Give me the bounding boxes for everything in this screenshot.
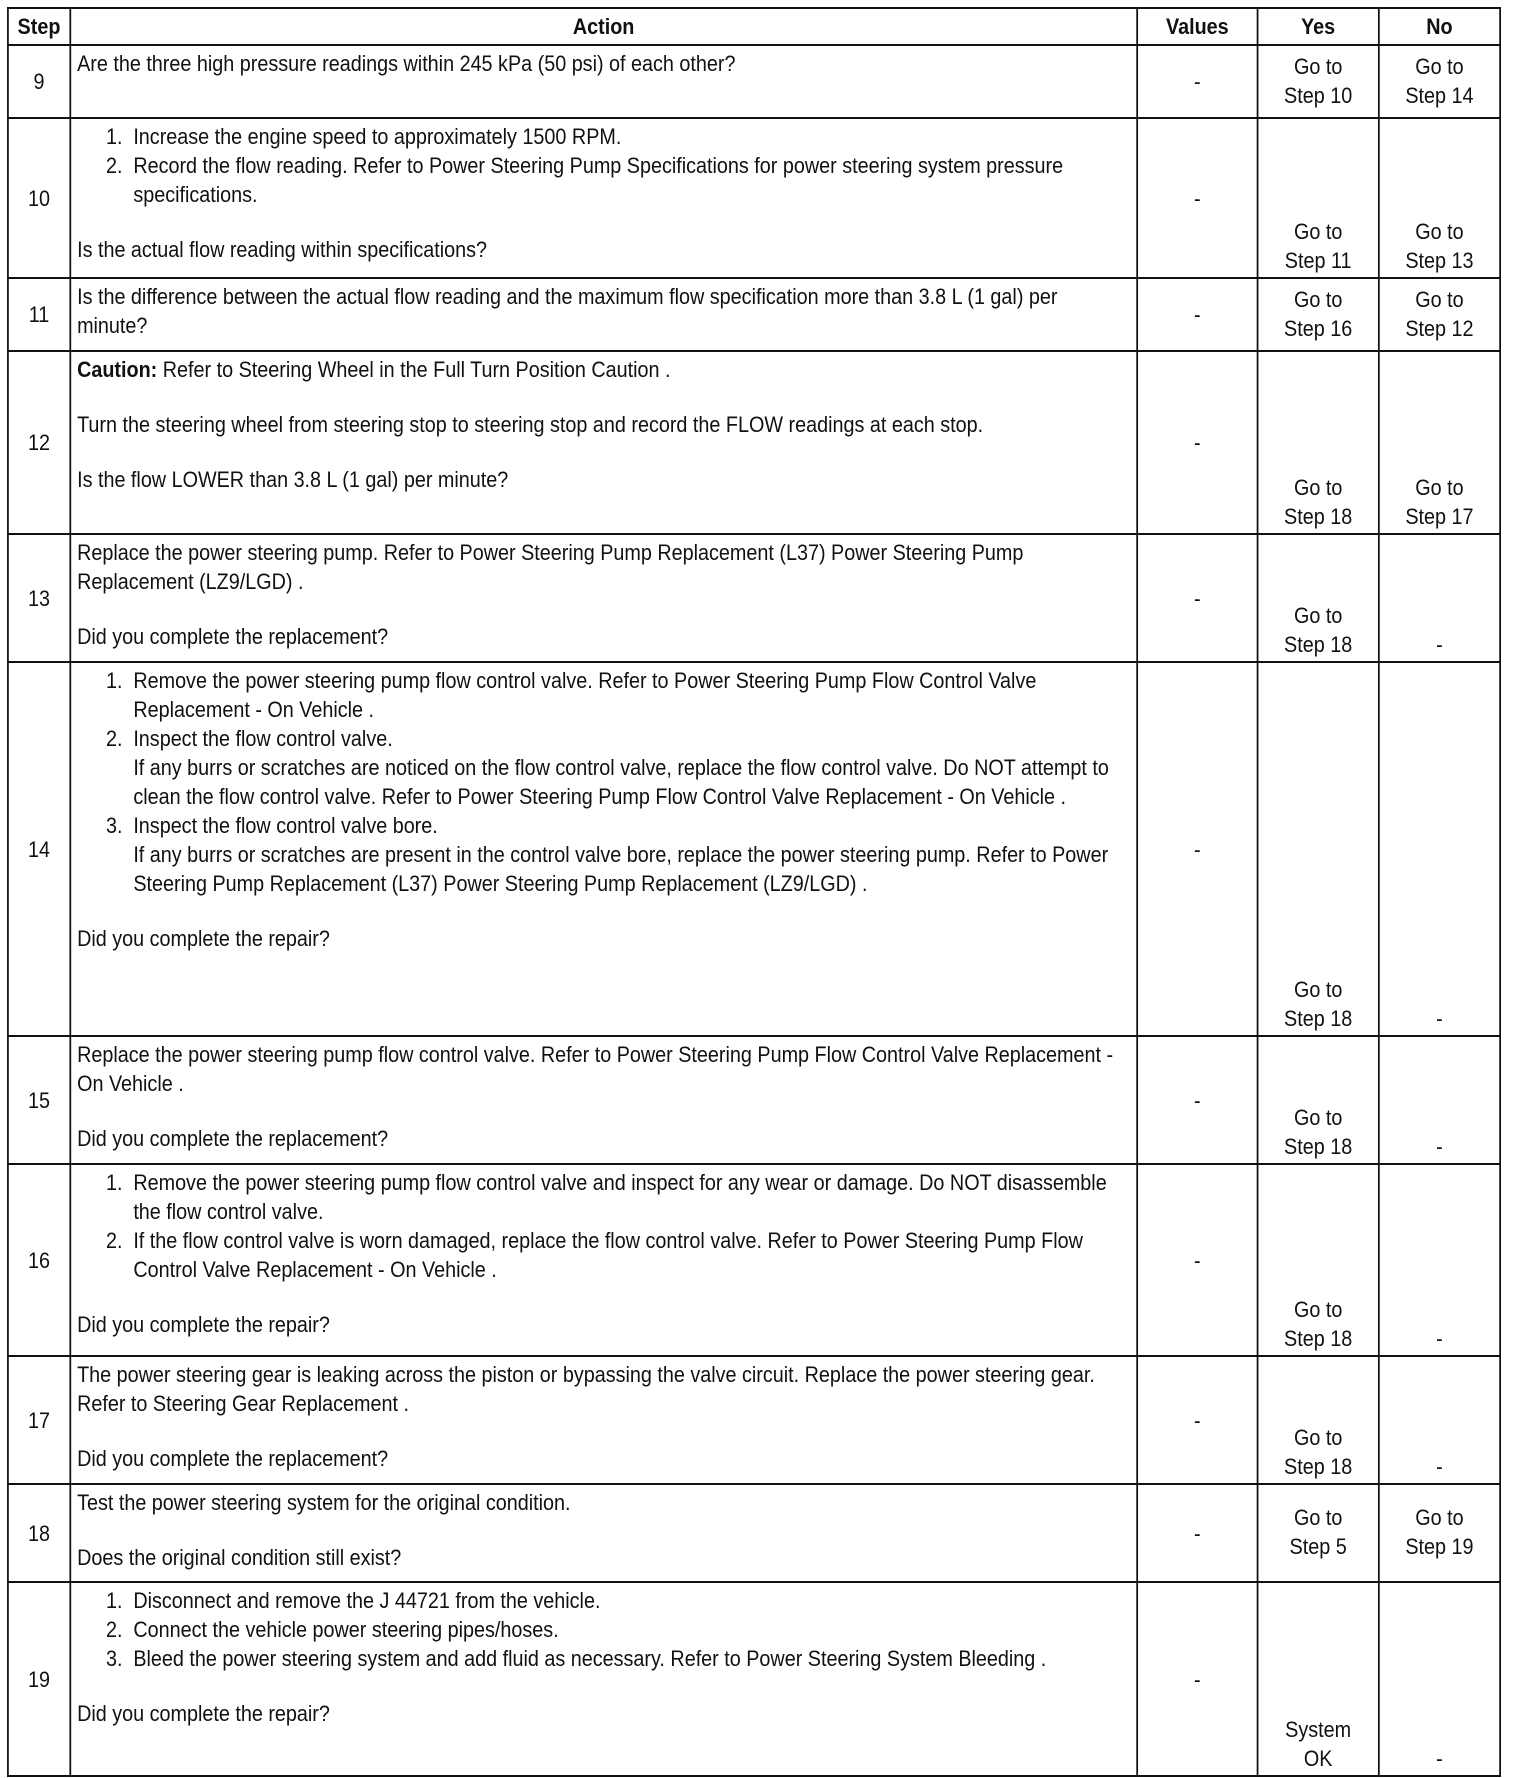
question-text: Did you complete the replacement? — [77, 1446, 389, 1471]
values-cell: - — [1137, 1582, 1257, 1776]
action-cell — [70, 1164, 1137, 1356]
table-row-step-19 — [8, 1582, 1500, 1776]
no-step: Step 14 — [1405, 82, 1474, 108]
values-cell: - — [1137, 118, 1257, 278]
yes-header: Yes — [1257, 8, 1378, 45]
yes-step: Step 5 — [1289, 1534, 1347, 1559]
no-header: No — [1379, 8, 1500, 45]
list-item: 3. Bleed the power steering system and add fluid as necessary. Refer to Power Steering System Bleeding . — [128, 1644, 1131, 1673]
step-number: 11 — [8, 278, 70, 351]
no-cell — [1379, 662, 1500, 1036]
caution-note — [77, 355, 1131, 384]
no-cell — [1379, 278, 1500, 351]
step-number: 17 — [8, 1356, 70, 1484]
yes-line: Go to — [1293, 1505, 1343, 1530]
values-cell: - — [1137, 1356, 1257, 1484]
yes-step: OK — [1303, 1746, 1333, 1771]
action-cell — [70, 118, 1137, 278]
header-row — [8, 8, 1500, 45]
no-cell — [1379, 534, 1500, 662]
no-step: Step 17 — [1405, 504, 1474, 529]
no-cell — [1379, 1484, 1500, 1582]
values-cell: - — [1137, 351, 1257, 534]
action-list — [77, 666, 1131, 898]
values-cell: - — [1137, 1484, 1257, 1582]
list-item: 1. Disconnect and remove the J 44721 from the vehicle. — [128, 1586, 1131, 1615]
action-text: Replace the power steering pump flow control valve. Refer to Power Steering Pump Flow Control Valve Replacement - On Vehicle . — [77, 1042, 1114, 1096]
action-cell — [70, 278, 1137, 351]
table-row-step-18 — [8, 1484, 1500, 1582]
no-value: - — [1436, 1326, 1443, 1351]
yes-line: Go to — [1293, 286, 1343, 312]
action-list — [77, 122, 1131, 209]
question-text: Is the flow LOWER than 3.8 L (1 gal) per minute? — [77, 467, 509, 492]
list-item — [128, 666, 1131, 724]
table-row-step-14 — [8, 662, 1500, 1036]
action-cell — [70, 1356, 1137, 1484]
values-cell: - — [1137, 1164, 1257, 1356]
yes-step: Step 11 — [1284, 248, 1352, 273]
yes-step: Step 18 — [1284, 1134, 1353, 1159]
table-row-step-15 — [8, 1036, 1500, 1164]
caution-text: Refer to Steering Wheel in the Full Turn Position Caution . — [157, 357, 671, 382]
list-item: 2. Connect the vehicle power steering pipes/hoses. — [128, 1615, 1131, 1644]
action-list — [77, 1168, 1131, 1284]
yes-line: Go to — [1293, 1297, 1343, 1322]
yes-line: Go to — [1293, 219, 1343, 244]
table-row-step-9 — [8, 45, 1500, 118]
step-number: 16 — [8, 1164, 70, 1356]
no-line: Go to — [1415, 475, 1464, 500]
step-number: 19 — [8, 1582, 70, 1776]
no-line: Go to — [1415, 53, 1464, 79]
action-text: Is the difference between the actual flow reading and the maximum flow specification more than 3.8 L (1 gal) per minute? — [77, 284, 1058, 338]
no-value: - — [1436, 1006, 1443, 1031]
yes-cell — [1257, 278, 1378, 351]
yes-line: Go to — [1293, 1105, 1343, 1130]
step-number: 18 — [8, 1484, 70, 1582]
yes-cell — [1257, 1164, 1378, 1356]
yes-cell — [1257, 118, 1378, 278]
step-number: 9 — [8, 45, 70, 118]
no-cell — [1379, 118, 1500, 278]
yes-line: Go to — [1293, 475, 1343, 500]
yes-step: Step 18 — [1284, 1454, 1353, 1479]
action-cell — [70, 662, 1137, 1036]
yes-step: Step 18 — [1284, 632, 1353, 657]
action-cell — [70, 534, 1137, 662]
no-cell — [1379, 1164, 1500, 1356]
list-item — [128, 724, 1131, 811]
no-value: - — [1436, 1134, 1443, 1159]
list-item: 1. Increase the engine speed to approximately 1500 RPM. — [128, 122, 1131, 151]
yes-step: Step 10 — [1284, 82, 1353, 108]
no-value: - — [1436, 1454, 1443, 1479]
yes-step: Step 18 — [1284, 504, 1353, 529]
step-header: Step — [8, 8, 70, 45]
no-step: Step 13 — [1405, 248, 1474, 273]
action-text: The power steering gear is leaking across the piston or bypassing the valve circuit. Replace the power steering gear. Refer to Steering Gear Replacement . — [77, 1362, 1095, 1416]
yes-cell — [1257, 534, 1378, 662]
question-text: Did you complete the replacement? — [77, 624, 389, 649]
no-cell — [1379, 45, 1500, 118]
action-text: Turn the steering wheel from steering stop to steering stop and record the FLOW readings at each stop. — [77, 412, 984, 437]
list-item: 2. If the flow control valve is worn damaged, replace the flow control valve. Refer to Power Steering Pump Flow Control Valve Replacement - On Vehicle . — [128, 1226, 1131, 1284]
step-number: 12 — [8, 351, 70, 534]
list-item-text: Remove the power steering pump flow control valve. Refer to Power Steering Pump Flow Control Valve Replacement - On Vehicle . — [133, 668, 1037, 722]
yes-line: Go to — [1293, 977, 1343, 1002]
action-text: Are the three high pressure readings within 245 kPa (50 psi) of each other? — [77, 51, 736, 76]
table-row-step-11 — [8, 278, 1500, 351]
list-item-text: Inspect the flow control valve bore. — [133, 813, 438, 838]
yes-cell — [1257, 1582, 1378, 1776]
values-cell: - — [1137, 1036, 1257, 1164]
diagnostic-table — [7, 7, 1501, 1777]
step-number: 13 — [8, 534, 70, 662]
action-cell — [70, 1036, 1137, 1164]
values-cell: - — [1137, 534, 1257, 662]
table-row-step-13 — [8, 534, 1500, 662]
question-text: Did you complete the repair? — [77, 926, 330, 951]
no-step: Step 19 — [1405, 1534, 1474, 1559]
values-header: Values — [1137, 8, 1257, 45]
step-number: 14 — [8, 662, 70, 1036]
yes-cell — [1257, 1036, 1378, 1164]
table-row-step-16 — [8, 1164, 1500, 1356]
action-cell — [70, 351, 1137, 534]
question-text: Does the original condition still exist? — [77, 1545, 402, 1570]
no-value: - — [1436, 1746, 1443, 1771]
list-item: 2. Record the flow reading. Refer to Power Steering Pump Specifications for power steering system pressure specifications. — [128, 151, 1131, 209]
yes-step: Step 18 — [1284, 1326, 1353, 1351]
list-item: 1. Remove the power steering pump flow control valve and inspect for any wear or damage. Do NOT disassemble the flow control valve. — [128, 1168, 1131, 1226]
values-cell: - — [1137, 278, 1257, 351]
step-number: 10 — [8, 118, 70, 278]
caution-label: Caution: — [77, 357, 158, 382]
action-list — [77, 1586, 1131, 1673]
yes-line: Go to — [1293, 603, 1343, 628]
list-item-detail: If any burrs or scratches are present in the control valve bore, replace the power steering pump. Refer to Power Steering Pump Replacement (L37) Power Steering Pump Replacement (LZ9/LGD) . — [133, 842, 1109, 896]
no-cell — [1379, 351, 1500, 534]
yes-step: Step 16 — [1284, 315, 1353, 341]
values-cell: - — [1137, 662, 1257, 1036]
no-step: Step 12 — [1405, 315, 1474, 341]
list-item-detail: If any burrs or scratches are noticed on the flow control valve, replace the flow control valve. Do NOT attempt to clean the flow control valve. Refer to Power Steering Pump Flow Control Valve Replacement - On Vehicle . — [133, 755, 1109, 809]
no-line: Go to — [1415, 1505, 1464, 1530]
no-line: Go to — [1415, 286, 1464, 312]
no-line: Go to — [1415, 219, 1464, 244]
values-cell: - — [1137, 45, 1257, 118]
yes-line: Go to — [1293, 53, 1343, 79]
list-item-text: Inspect the flow control valve. — [133, 726, 393, 751]
question-text: Did you complete the repair? — [77, 1701, 330, 1726]
table-row-step-10 — [8, 118, 1500, 278]
action-cell — [70, 45, 1137, 118]
action-cell — [70, 1484, 1137, 1582]
question-text: Did you complete the replacement? — [77, 1126, 389, 1151]
yes-line: Go to — [1293, 1425, 1343, 1450]
no-cell — [1379, 1582, 1500, 1776]
yes-line: System — [1285, 1717, 1352, 1742]
yes-step: Step 18 — [1284, 1006, 1353, 1031]
table-row-step-12 — [8, 351, 1500, 534]
action-text: Replace the power steering pump. Refer to Power Steering Pump Replacement (L37) Power Steering Pump Replacement (LZ9/LGD) . — [77, 540, 1024, 594]
no-cell — [1379, 1036, 1500, 1164]
table-row-step-17 — [8, 1356, 1500, 1484]
list-item — [128, 811, 1131, 898]
yes-cell — [1257, 662, 1378, 1036]
yes-cell — [1257, 1484, 1378, 1582]
yes-cell — [1257, 351, 1378, 534]
no-value: - — [1436, 632, 1443, 657]
step-number: 15 — [8, 1036, 70, 1164]
action-text: Test the power steering system for the original condition. — [77, 1490, 571, 1515]
action-cell — [70, 1582, 1137, 1776]
question-text: Is the actual flow reading within specifications? — [77, 237, 488, 262]
no-cell — [1379, 1356, 1500, 1484]
yes-cell — [1257, 45, 1378, 118]
question-text: Did you complete the repair? — [77, 1312, 330, 1337]
yes-cell — [1257, 1356, 1378, 1484]
action-header: Action — [70, 8, 1137, 45]
